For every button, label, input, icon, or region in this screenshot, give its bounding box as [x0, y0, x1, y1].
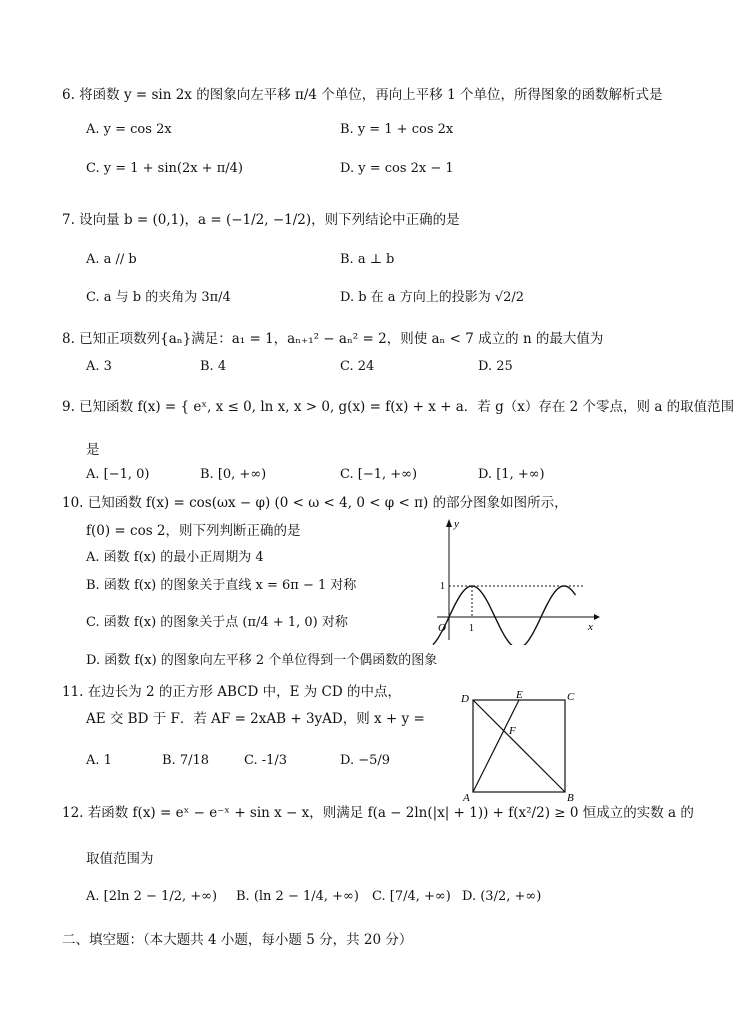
- section-heading: 二、填空题：（本大题共 4 小题，每小题 5 分，共 20 分）: [62, 932, 413, 948]
- label-b: B: [567, 792, 574, 802]
- q8-option-a: A. 3: [86, 359, 112, 374]
- q11-stem-cont: AE 交 BD 于 F．若 AF = 2xAB + 3yAD，则 x + y =: [86, 711, 425, 727]
- graph-x-label: x: [588, 621, 593, 633]
- q10-option-a: A. 函数 f(x) 的最小正周期为 4: [86, 550, 264, 565]
- q11-option-d: D. −5/9: [340, 753, 391, 768]
- q9-option-a: A. [−1, 0): [86, 467, 150, 482]
- q11-stem: 11. 在边长为 2 的正方形 ABCD 中，E 为 CD 的中点，: [62, 684, 401, 700]
- label-d: D: [461, 693, 469, 705]
- q8-option-d: D. 25: [478, 359, 513, 374]
- q10-option-c: C. 函数 f(x) 的图象关于点 (π/4 + 1, 0) 对称: [86, 615, 348, 630]
- q12-option-a: A. [2ln 2 − 1/2, +∞): [86, 889, 218, 904]
- q7-stem: 7. 设向量 b = (0,1)，a = (−1/2, −1/2)，则下列结论中正确的是: [62, 212, 460, 228]
- q11-option-b: B. 7/18: [162, 753, 210, 768]
- q6-option-c: C. y = 1 + sin(2x + π/4): [86, 161, 243, 176]
- q6-option-a: A. y = cos 2x: [86, 122, 172, 137]
- graph-y-label: y: [454, 518, 459, 530]
- q10-option-d: D. 函数 f(x) 的图象向左平移 2 个单位得到一个偶函数的图象: [86, 653, 438, 668]
- q8-option-c: C. 24: [340, 359, 375, 374]
- graph-one-x-label: 1: [469, 623, 474, 634]
- q12-stem: 12. 若函数 f(x) = eˣ − e⁻ˣ + sin x − x，则满足 f(a − 2ln(|x| + 1)) + f(x²/2) ≥ 0 恒成立的实数 a 的: [62, 805, 694, 821]
- q6-stem: 6. 将函数 y = sin 2x 的图象向左平移 π/4 个单位，再向上平移 1 个单位，所得图象的函数解析式是: [62, 87, 663, 103]
- q12-stem-cont: 取值范围为: [86, 851, 154, 867]
- q6-option-b: B. y = 1 + cos 2x: [340, 122, 454, 137]
- square-figure: [455, 690, 580, 802]
- q9-stem-cont: 是: [86, 442, 100, 458]
- q9-stem: 9. 已知函数 f(x) = { eˣ, x ≤ 0, ln x, x > 0, g(x) = f(x) + x + a．若 g（x）存在 2 个零点，则 a 的取值范围: [62, 399, 735, 415]
- label-a: A: [463, 792, 470, 802]
- graph-one-y-label: 1: [440, 581, 445, 592]
- label-c: C: [567, 691, 575, 703]
- q9-option-c: C. [−1, +∞): [340, 467, 418, 482]
- q12-option-d: D. (3/2, +∞): [462, 889, 542, 904]
- q7-option-c: C. a 与 b 的夹角为 3π/4: [86, 290, 231, 305]
- q11-option-c: C. -1/3: [244, 753, 288, 768]
- q12-option-b: B. (ln 2 − 1/4, +∞): [236, 889, 359, 904]
- cosine-curve: [433, 586, 576, 645]
- q12-option-c: C. [7/4, +∞): [372, 889, 451, 904]
- label-e: E: [516, 690, 523, 701]
- q8-option-b: B. 4: [200, 359, 227, 374]
- q10-stem-cont: f(0) = cos 2，则下列判断正确的是: [86, 523, 301, 539]
- q10-option-b: B. 函数 f(x) 的图象关于直线 x = 6π − 1 对称: [86, 578, 357, 593]
- q9-option-d: D. [1, +∞): [478, 467, 545, 482]
- q7-option-b: B. a ⊥ b: [340, 252, 395, 267]
- q6-option-d: D. y = cos 2x − 1: [340, 161, 454, 176]
- cosine-graph: [432, 515, 602, 645]
- label-f: F: [509, 725, 516, 737]
- q10-stem: 10. 已知函数 f(x) = cos(ωx − φ) (0 < ω < 4, 0 < φ < π) 的部分图象如图所示，: [62, 495, 568, 511]
- q7-option-a: A. a // b: [86, 252, 137, 267]
- q7-option-d: D. b 在 a 方向上的投影为 √2/2: [340, 290, 525, 305]
- q11-option-a: A. 1: [86, 753, 112, 768]
- q9-option-b: B. [0, +∞): [200, 467, 267, 482]
- graph-origin-label: O: [438, 622, 446, 634]
- q8-stem: 8. 已知正项数列{aₙ}满足：a₁ = 1，aₙ₊₁² − aₙ² = 2，则使 aₙ < 7 成立的 n 的最大值为: [62, 331, 604, 347]
